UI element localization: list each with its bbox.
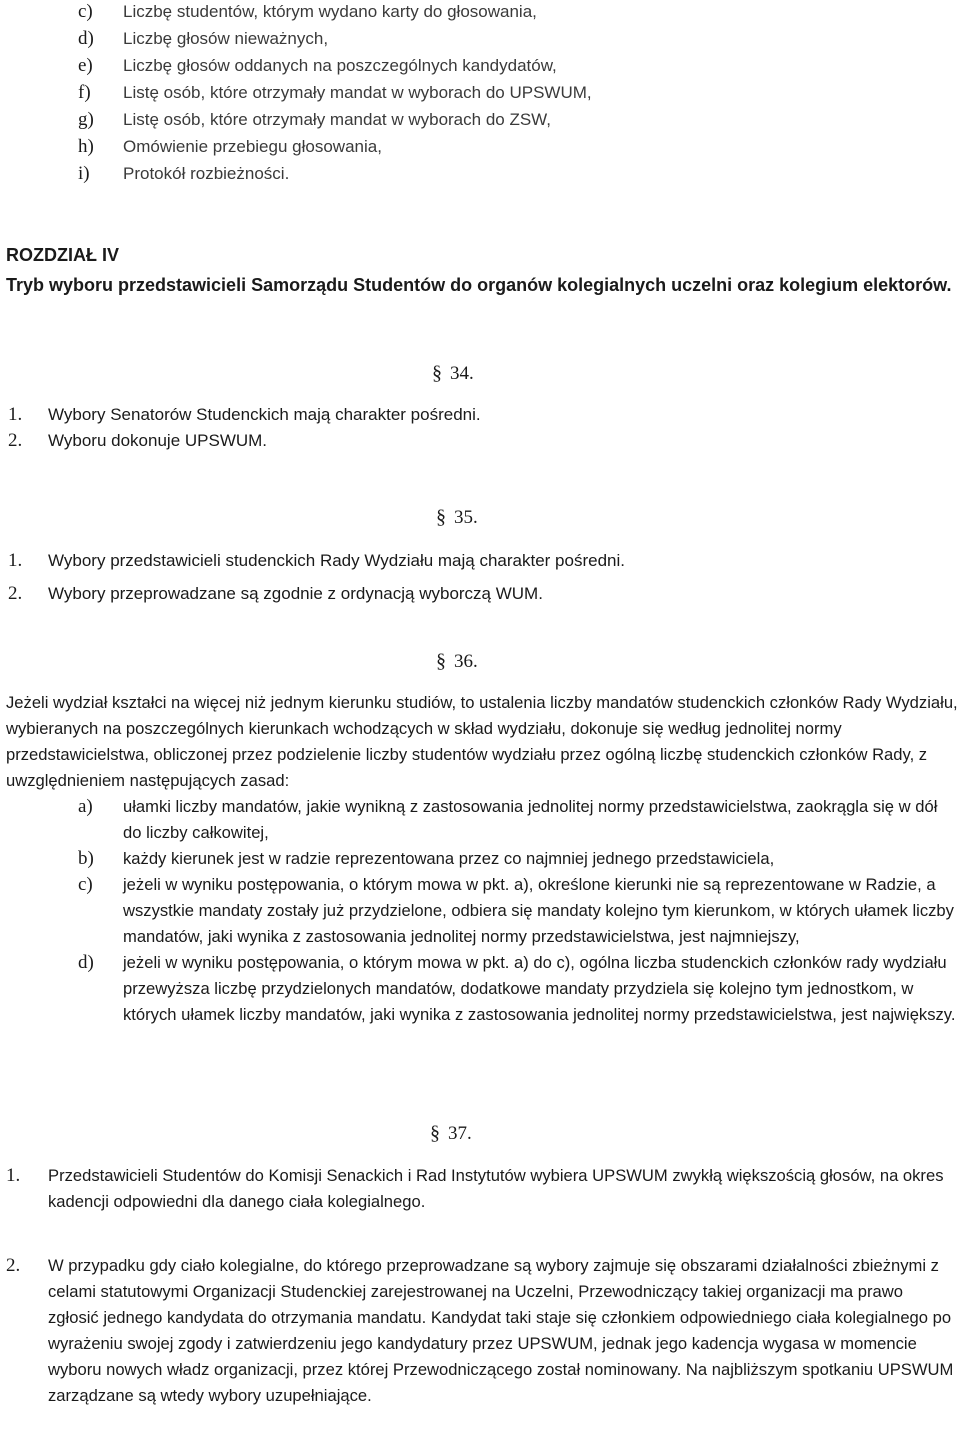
item-text: Wybory Senatorów Studenckich mają charakter pośredni.	[48, 405, 481, 424]
list-marker: d)	[78, 28, 94, 49]
list-item-text: Liczbę głosów nieważnych,	[123, 29, 329, 48]
item-text: W przypadku gdy ciało kolegialne, do którego przeprowadzane są wybory zajmuje się obszarami działalności zbieżnymi z celami statutowymi Organizacji Studenckiej zarejestrowanej na Uczelni, Przewodniczący takiej organizacji ma prawo zgłosić jednego kandydata do otrzymania mandatu. Kandydat taki staje się członkiem odpowiedniego ciała kolegialnego po wyrażeniu swojej zgody i zatwierdzeniu jego kandydatury przez UPSWUM, jednak jego kadencja wygasa w momencie wyboru nowych władz organizacji, przez której Przewodniczącego został nominowany. Na najbliższym spotkaniu UPSWUM zarządzane są wtedy wybory uzupełniające.	[48, 1256, 954, 1405]
list-marker: c)	[78, 1, 93, 22]
section-heading-37	[430, 1122, 472, 1145]
item-number: 1.	[8, 404, 23, 425]
list-item	[6, 1253, 958, 1409]
section-number: 35.	[454, 507, 478, 528]
item-number: 2.	[6, 1255, 21, 1276]
list-marker: h)	[78, 136, 94, 157]
list-item	[8, 428, 267, 454]
section-number: 37.	[448, 1123, 472, 1144]
list-item-text: Listę osób, które otrzymały mandat w wyborach do ZSW,	[123, 110, 552, 129]
item-text: Wybory przeprowadzane są zgodnie z ordynacją wyborczą WUM.	[48, 584, 543, 603]
chapter-number: ROZDZIAŁ IV	[6, 245, 119, 265]
list-item-text: Protokół rozbieżności.	[123, 164, 290, 183]
section-37-item-1	[6, 1163, 958, 1215]
list-item	[0, 0, 960, 25]
section-37-item-2	[6, 1253, 958, 1409]
section-heading-35	[436, 506, 478, 529]
list-item	[0, 52, 960, 79]
list-marker: b)	[78, 848, 94, 869]
list-item	[0, 133, 960, 160]
list-marker: i)	[78, 163, 90, 184]
section-heading-34	[432, 362, 474, 385]
item-number: 2.	[8, 430, 23, 451]
item-number: 2.	[8, 583, 23, 604]
section-heading-36	[436, 650, 478, 673]
list-item	[0, 160, 960, 187]
list-item-text: jeżeli w wyniku postępowania, o którym mowa w pkt. a), określone kierunki nie są reprezentowane w Radzie, a wszystkie mandaty zostały już przydzielone, odbiera się mandaty kolejno tym kierunkom, w których ułamek liczby mandatów, jaki wynika z zastosowania jednolitej normy przedstawicielstwa, jest najmniejszy,	[123, 875, 954, 946]
list-item	[8, 548, 625, 574]
section-intro: Jeżeli wydział kształci na więcej niż jednym kierunku studiów, to ustalenia liczby mandatów studenckich członków Rady Wydziału, wybieranych na poszczególnych kierunkach wchodzących w skład wydziału, dokonuje się według jednolitej normy przedstawicielstwa, obliczonej przez podzielenie liczby studentów wydziału przez ogólną liczbę studenckich członków Rady, z uwzględnieniem następujących zasad:	[6, 693, 958, 790]
list-item	[78, 794, 958, 846]
list-item	[78, 872, 958, 950]
list-item	[78, 846, 958, 872]
list-marker: a)	[78, 796, 93, 817]
list-marker: c)	[78, 874, 93, 895]
section-number: 34.	[450, 363, 474, 384]
section-36-body	[6, 690, 958, 1028]
list-item	[8, 581, 543, 607]
list-item-text: Listę osób, które otrzymały mandat w wyborach do UPSWUM,	[123, 83, 592, 102]
item-text: Przedstawicieli Studentów do Komisji Senackich i Rad Instytutów wybiera UPSWUM zwykłą większością głosów, na okres kadencji odpowiedni dla danego ciała kolegialnego.	[48, 1166, 944, 1211]
list-item-text: ułamki liczby mandatów, jakie wynikną z zastosowania jednolitej normy przedstawicielstwa, zaokrągla się w dół do liczby całkowitej,	[123, 797, 938, 842]
list-item-text: Liczbę studentów, którym wydano karty do głosowania,	[123, 2, 537, 21]
item-text: Wyboru dokonuje UPSWUM.	[48, 431, 268, 450]
list-marker: e)	[78, 55, 93, 76]
list-item	[78, 950, 958, 1028]
list-item-text: każdy kierunek jest w radzie reprezentowana przez co najmniej jednego przedstawiciela,	[123, 849, 775, 868]
item-number: 1.	[8, 550, 23, 571]
section-sign: §	[432, 362, 442, 384]
list-item	[0, 79, 960, 106]
list-item-text: Omówienie przebiegu głosowania,	[123, 137, 382, 156]
section-sign: §	[436, 650, 446, 672]
list-item-text: Liczbę głosów oddanych na poszczególnych kandydatów,	[123, 56, 557, 75]
list-item	[0, 106, 960, 133]
list-item	[0, 25, 960, 52]
list-marker: d)	[78, 952, 94, 973]
chapter-heading	[6, 240, 956, 300]
list-marker: f)	[78, 82, 91, 103]
list-item-text: jeżeli w wyniku postępowania, o którym mowa w pkt. a) do c), ogólna liczba studenckich członków rady wydziału przewyższa liczbę przydzielonych mandatów, dodatkowe mandaty przydziela się kolejno tym jednostkom, w których ułamek liczby mandatów, jaki wynika z zastosowania jednolitej normy przedstawicielstwa, jest największy.	[123, 953, 956, 1024]
item-number: 1.	[6, 1165, 21, 1186]
list-item	[6, 1163, 958, 1215]
section-number: 36.	[454, 651, 478, 672]
list-marker: g)	[78, 109, 94, 130]
section-sign: §	[430, 1122, 440, 1144]
section-sign: §	[436, 506, 446, 528]
item-text: Wybory przedstawicieli studenckich Rady Wydziału mają charakter pośredni.	[48, 551, 625, 570]
list-item	[8, 402, 481, 428]
chapter-title: Tryb wyboru przedstawicieli Samorządu Studentów do organów kolegialnych uczelni oraz kolegium elektorów.	[6, 275, 952, 295]
